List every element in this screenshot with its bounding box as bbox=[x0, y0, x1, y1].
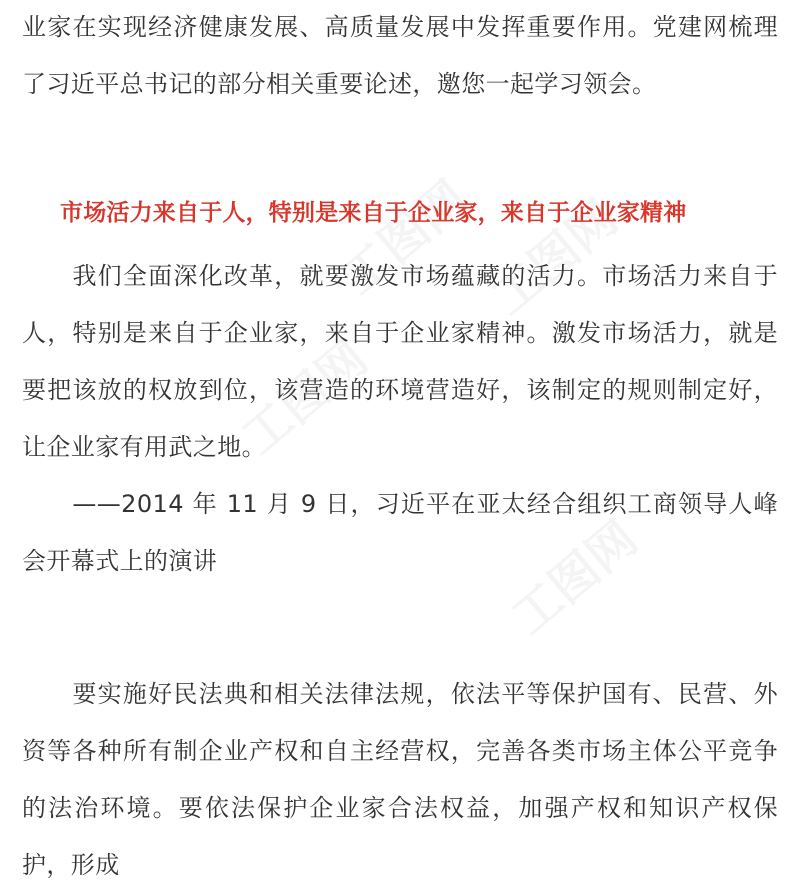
body-paragraph-quote: 我们全面深化改革，就要激发市场蕴藏的活力。市场活力来自于人，特别是来自于企业家，来自于企业家精神。激发市场活力，就是要把该放的权放到位，该营造的环境营造好，该制定的规则制定好，让企业家有用武之地。 bbox=[22, 262, 778, 461]
watermark-logo: 工图网 bbox=[481, 190, 629, 326]
body-paragraph-law: 要实施好民法典和相关法律法规，依法平等保护国有、民营、外资等各种所有制企业产权和自主经营权，完善各类市场主体公平竞争的法治环境。要依法保护企业家合法权益，加强产权和知识产权保护，形成 bbox=[22, 680, 778, 879]
section-heading: 市场活力来自于人，特别是来自于企业家，来自于企业家精神 bbox=[60, 200, 687, 226]
quote-source-paragraph: ——2014 年 11 月 9 日，习近平在亚太经合组织工商领导人峰会开幕式上的演讲 bbox=[22, 490, 778, 575]
intro-paragraph: 业家在实现经济健康发展、高质量发展中发挥重要作用。党建网梳理了习近平总书记的部分相关重要论述，邀您一起学习领会。 bbox=[22, 13, 778, 98]
watermark-logo: 工图网 bbox=[331, 170, 479, 306]
watermark-logo: 工图网 bbox=[501, 510, 649, 646]
watermark-logo: 工图网 bbox=[231, 330, 379, 466]
